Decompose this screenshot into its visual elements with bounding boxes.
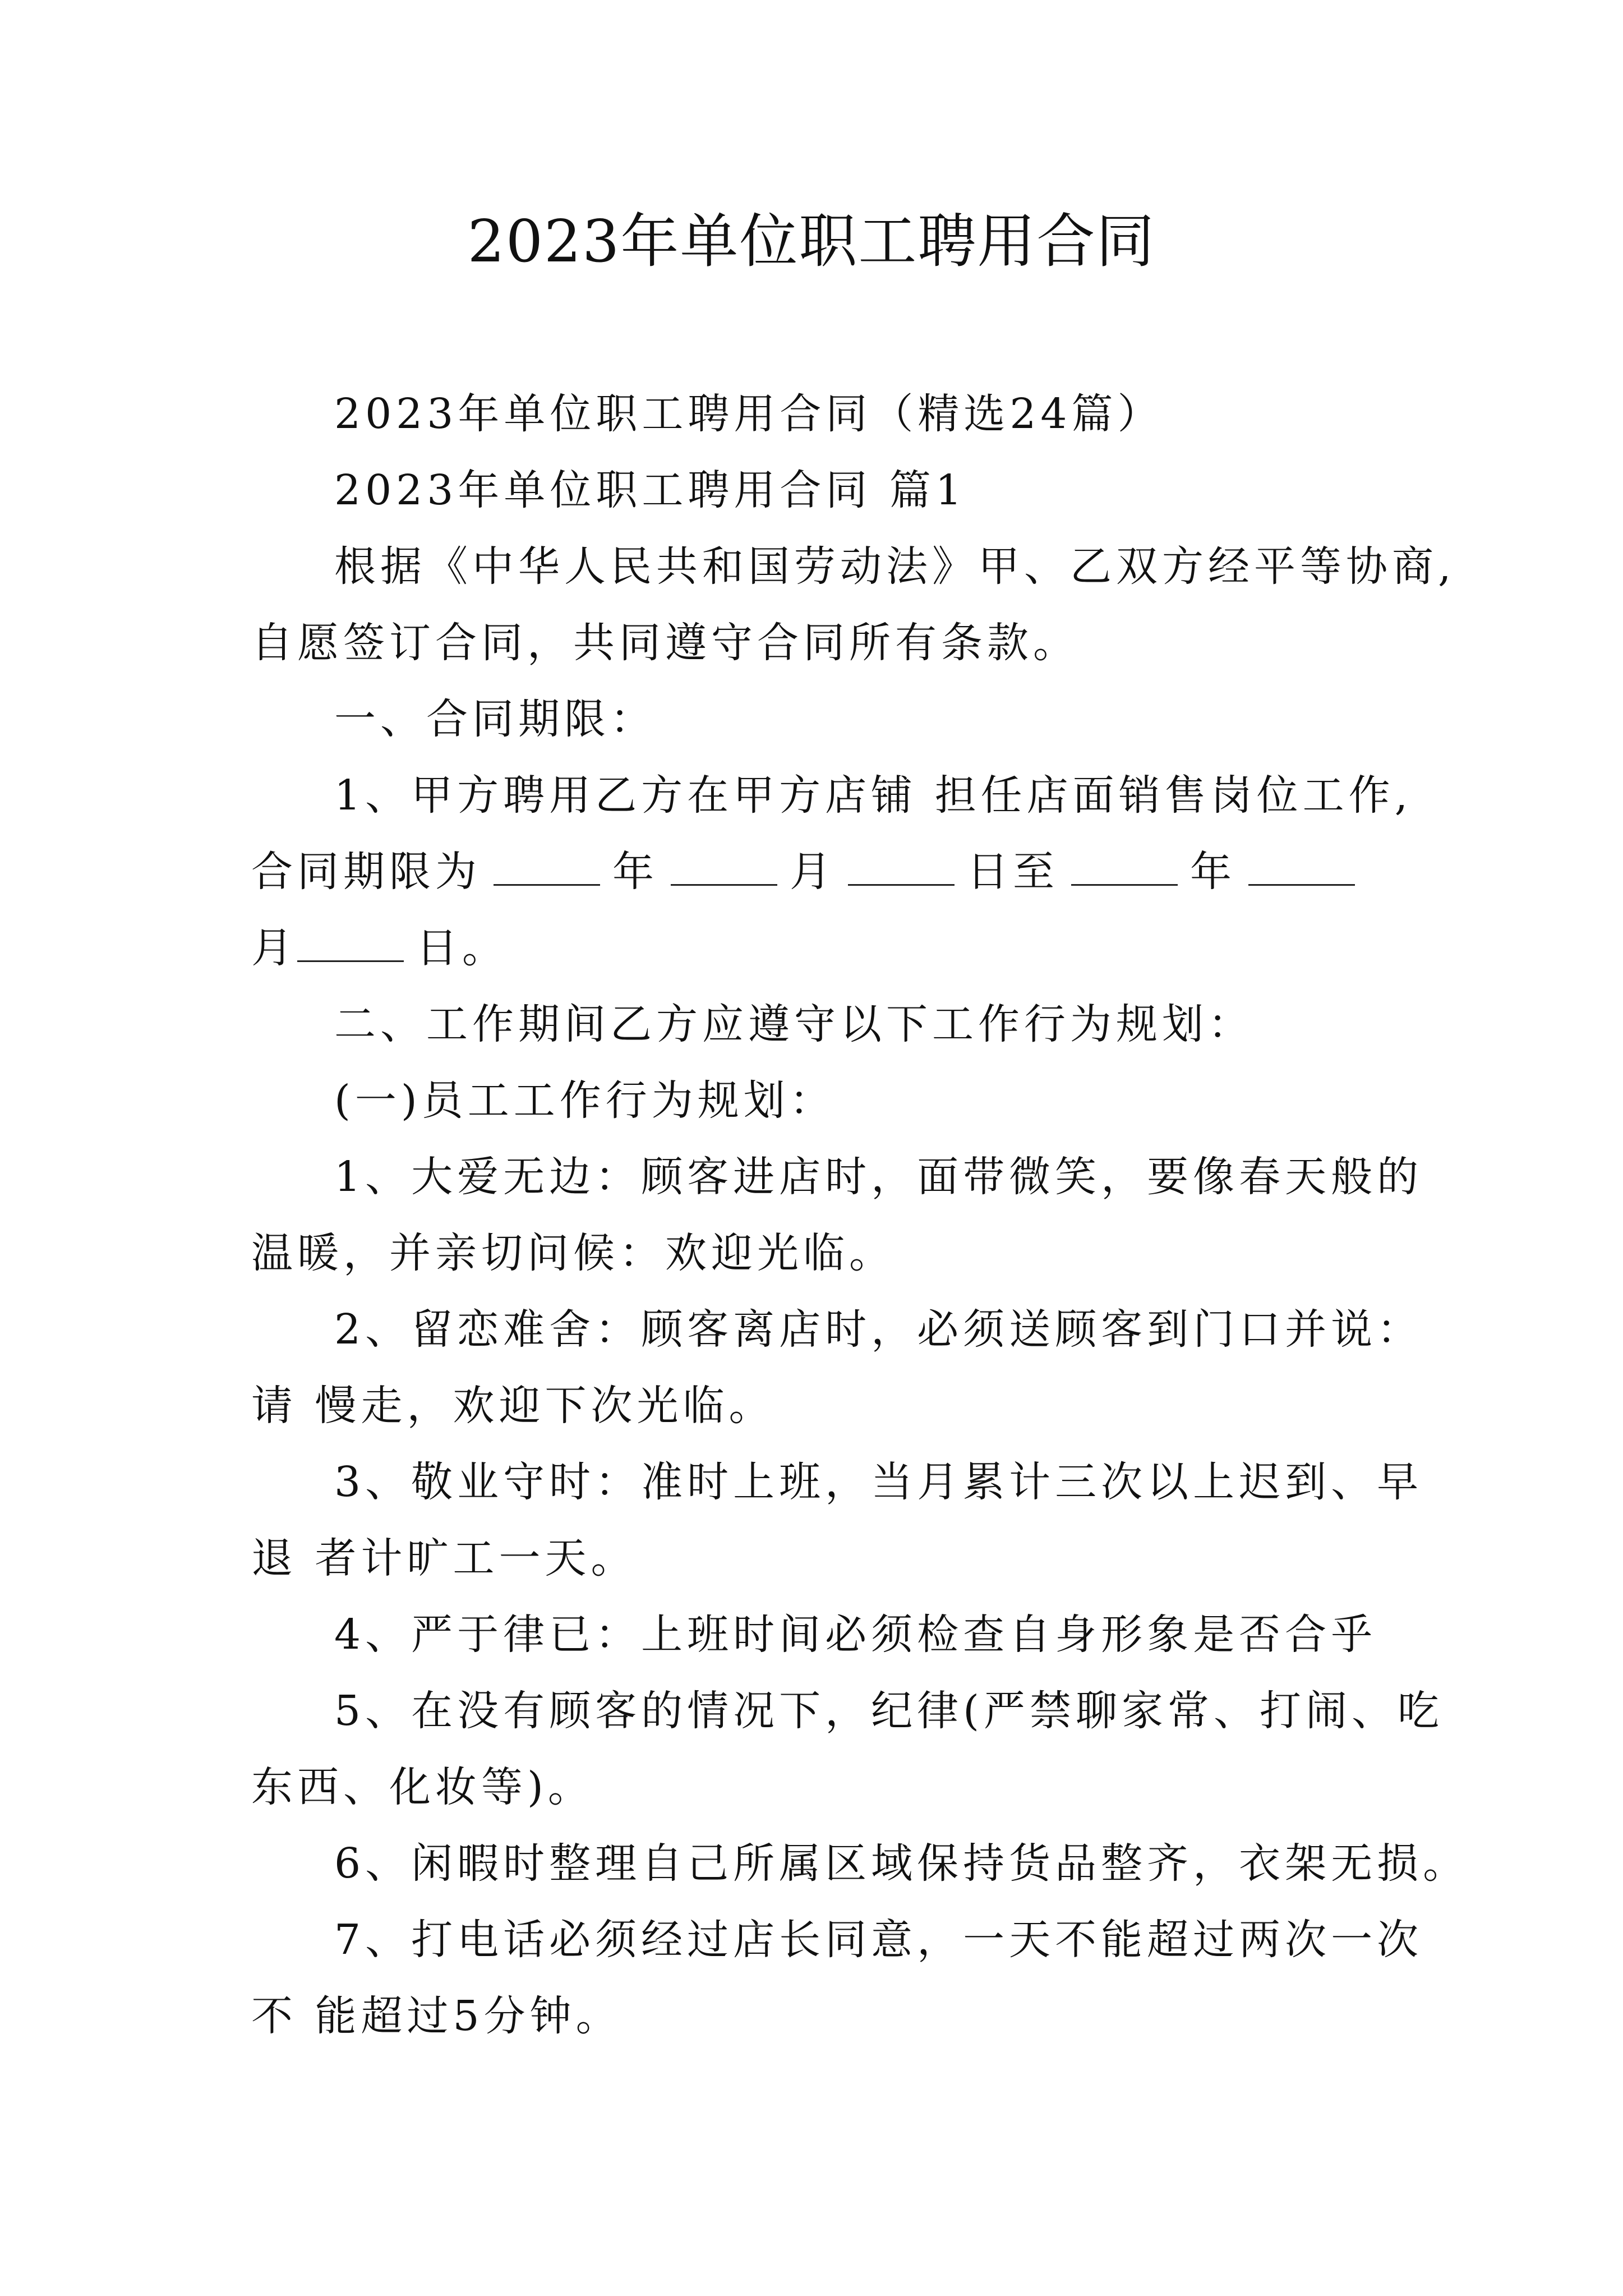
heading-work-rules: 二、工作期间乙方应遵守以下工作行为规划： bbox=[334, 1000, 1254, 1048]
end-month-label: 月 bbox=[251, 924, 297, 972]
rule-1-line-1: 1、大爱无边：顾客进店时，面带微笑，要像春天般的 bbox=[334, 1153, 1423, 1201]
start-month-label: 月 bbox=[790, 848, 836, 896]
rule-3-line-1: 3、敬业守时：准时上班，当月累计三次以上迟到、早 bbox=[334, 1458, 1423, 1506]
start-day-blank bbox=[848, 845, 955, 886]
rule-2-paragraph bbox=[251, 1291, 1423, 1444]
intro-line-1: 根据《中华人民共和国劳动法》甲、乙双方经平等协商, bbox=[334, 542, 1456, 591]
start-year-blank bbox=[494, 845, 600, 886]
clause-1-paragraph bbox=[251, 757, 1413, 986]
rule-5-paragraph bbox=[251, 1673, 1444, 1825]
clause-1-line-3 bbox=[251, 910, 1378, 986]
rule-4-paragraph: 4、严于律已：上班时间必须检查自身形象是否合乎 bbox=[334, 1611, 1377, 1659]
intro-paragraph bbox=[251, 528, 1456, 681]
heading-employee-conduct: (一)员工工作行为规划： bbox=[334, 1076, 836, 1125]
document-title: 2023年单位职工聘用合同 bbox=[467, 207, 1156, 275]
start-year-label: 年 bbox=[612, 848, 658, 896]
rule-7-line-2: 不 能超过5分钟。 bbox=[251, 1992, 622, 2040]
rule-2-line-1: 2、留恋难舍：顾客离店时，必须送顾客到门口并说： bbox=[334, 1305, 1423, 1354]
end-year-blank bbox=[1071, 845, 1178, 886]
rule-3-paragraph bbox=[251, 1444, 1423, 1596]
rule-7-paragraph bbox=[251, 1902, 1423, 2054]
end-year-label: 年 bbox=[1190, 848, 1236, 896]
contract-term-label: 合同期限为 bbox=[251, 848, 481, 896]
heading-contract-term: 一、合同期限： bbox=[334, 695, 656, 743]
rule-7-line-1: 7、打电话必须经过店长同意，一天不能超过两次一次 bbox=[334, 1916, 1423, 1964]
end-month-blank bbox=[1248, 845, 1355, 886]
document-body bbox=[251, 376, 1469, 2054]
intro-line-2: 自愿签订合同，共同遵守合同所有条款。 bbox=[251, 619, 1079, 667]
rule-3-line-2: 退 者计旷工一天。 bbox=[251, 1534, 637, 1582]
section-heading: 2023年单位职工聘用合同 篇1 bbox=[334, 466, 966, 514]
start-month-blank bbox=[671, 845, 777, 886]
end-day-blank bbox=[297, 921, 404, 962]
end-day-label: 日。 bbox=[416, 924, 508, 972]
subtitle: 2023年单位职工聘用合同（精选24篇） bbox=[334, 390, 1164, 438]
rule-1-line-2: 温暖，并亲切问候：欢迎光临。 bbox=[251, 1229, 895, 1277]
clause-1-line-2 bbox=[251, 834, 1378, 910]
rule-6-paragraph: 6、闲暇时整理自己所属区域保持货品整齐，衣架无损。 bbox=[334, 1839, 1469, 1888]
rule-1-paragraph bbox=[251, 1139, 1423, 1291]
rule-5-line-2: 东西、化妆等)。 bbox=[251, 1763, 594, 1811]
start-day-to-label: 日至 bbox=[967, 848, 1059, 896]
rule-5-line-1: 5、在没有顾客的情况下，纪律(严禁聊家常、打闹、吃 bbox=[334, 1687, 1444, 1735]
rule-2-line-2: 请 慢走，欢迎下次光临。 bbox=[251, 1382, 775, 1430]
clause-1-line-1: 1、甲方聘用乙方在甲方店铺 担任店面销售岗位工作, bbox=[334, 771, 1413, 820]
